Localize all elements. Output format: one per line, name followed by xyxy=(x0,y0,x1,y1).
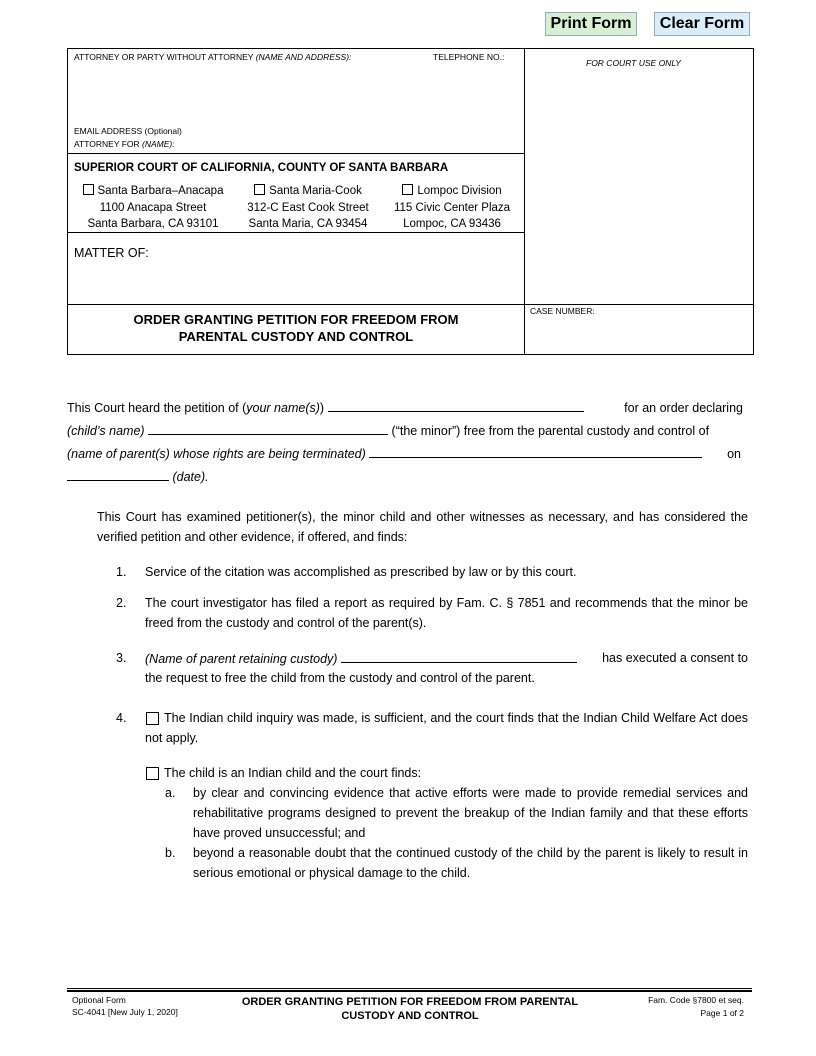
case-number-label: CASE NUMBER: xyxy=(530,306,595,316)
item-2-number: 2. xyxy=(116,596,127,610)
court-use-label: FOR COURT USE ONLY xyxy=(586,58,681,68)
santa-maria-checkbox[interactable] xyxy=(254,184,265,195)
item-1-text: Service of the citation was accomplished as prescribed by law or by this court. xyxy=(145,565,577,579)
footer-right: Fam. Code §7800 et seq. Page 1 of 2 xyxy=(648,995,744,1018)
item-a-label: a. xyxy=(165,786,176,800)
court-name: SUPERIOR COURT OF CALIFORNIA, COUNTY OF SANTA BARBARA xyxy=(74,162,449,174)
item-a-text: by clear and convincing evidence that active efforts were made to provide remedial services and rehabilitative programs designed to prevent the breakup of the Indian family and that these efforts have proved unsuccessful; and xyxy=(193,786,748,840)
item-b-label: b. xyxy=(165,846,176,860)
intro-line-2: (child’s name) (“the minor”) free from the parental custody and control of xyxy=(67,420,747,443)
matter-of-label: MATTER OF: xyxy=(74,246,149,260)
hearing-date-field[interactable] xyxy=(67,466,169,481)
print-form-button[interactable]: Print Form xyxy=(545,12,637,36)
item-3-line-2: the request to free the child from the custody and control of the parent. xyxy=(145,671,535,685)
attorney-for-label: ATTORNEY FOR (NAME): xyxy=(74,139,175,149)
location-santa-maria: Santa Maria-Cook 312-C East Cook Street Santa Maria, CA 93454 xyxy=(247,185,369,230)
intro-line-1: This Court heard the petition of (your name(s)) for an order declaring xyxy=(67,397,747,420)
item-4-number: 4. xyxy=(116,711,127,725)
item-4b-text: The child is an Indian child and the court finds: xyxy=(164,766,422,780)
item-3-number: 3. xyxy=(116,651,127,665)
parent-retaining-custody-field[interactable] xyxy=(341,648,577,663)
findings-intro: This Court has examined petitioner(s), the minor child and other witnesses as necessary, and has considered the verified petition and other evidence, if offered, and finds: xyxy=(97,510,748,544)
location-anacapa: Santa Barbara–Anacapa 1100 Anacapa Street Santa Barbara, CA 93101 xyxy=(78,183,228,233)
petitioner-name-field[interactable] xyxy=(328,397,584,412)
email-label: EMAIL ADDRESS (Optional) xyxy=(74,126,182,136)
lompoc-checkbox[interactable] xyxy=(402,184,413,195)
intro-line-4: (date). xyxy=(67,466,747,489)
footer-left: Optional Form SC-4041 [New July 1, 2020] xyxy=(72,995,178,1017)
item-4-text: The Indian child inquiry was made, is sufficient, and the court finds that the Indian Child Welfare Act does not apply. xyxy=(145,711,748,745)
item-3-line-1: (Name of parent retaining custody) has executed a consent to xyxy=(145,648,748,669)
anacapa-checkbox[interactable] xyxy=(83,184,94,195)
clear-form-button[interactable]: Clear Form xyxy=(654,12,750,36)
child-name-field[interactable] xyxy=(148,420,388,435)
footer-rule-thin xyxy=(67,988,752,989)
intro-line-3: (name of parent(s) whose rights are being terminated) on xyxy=(67,443,747,466)
telephone-label: TELEPHONE NO.: xyxy=(433,52,505,62)
caption-box xyxy=(67,48,754,355)
form-title: ORDER GRANTING PETITION FOR FREEDOM FROM PARENTAL CUSTODY AND CONTROL xyxy=(133,312,459,344)
attorney-label: ATTORNEY OR PARTY WITHOUT ATTORNEY (NAME AND ADDRESS): xyxy=(74,52,352,62)
footer-rule-thick xyxy=(67,990,752,992)
item-b-text: beyond a reasonable doubt that the continued custody of the child by the parent is likely to result in serious emotional or physical damage to the child. xyxy=(193,846,748,880)
item-2-text: The court investigator has filed a report as required by Fam. C. § 7851 and recommends that the minor be freed from the custody and control of the parent(s). xyxy=(145,596,748,630)
footer-title: ORDER GRANTING PETITION FOR FREEDOM FROM PARENTAL CUSTODY AND CONTROL xyxy=(241,996,579,1022)
location-lompoc: Lompoc Division 115 Civic Center Plaza Lompoc, CA 93436 xyxy=(393,185,511,230)
indian-child-checkbox[interactable] xyxy=(146,767,159,780)
item-1-number: 1. xyxy=(116,565,127,579)
parent-names-field[interactable] xyxy=(369,443,702,458)
